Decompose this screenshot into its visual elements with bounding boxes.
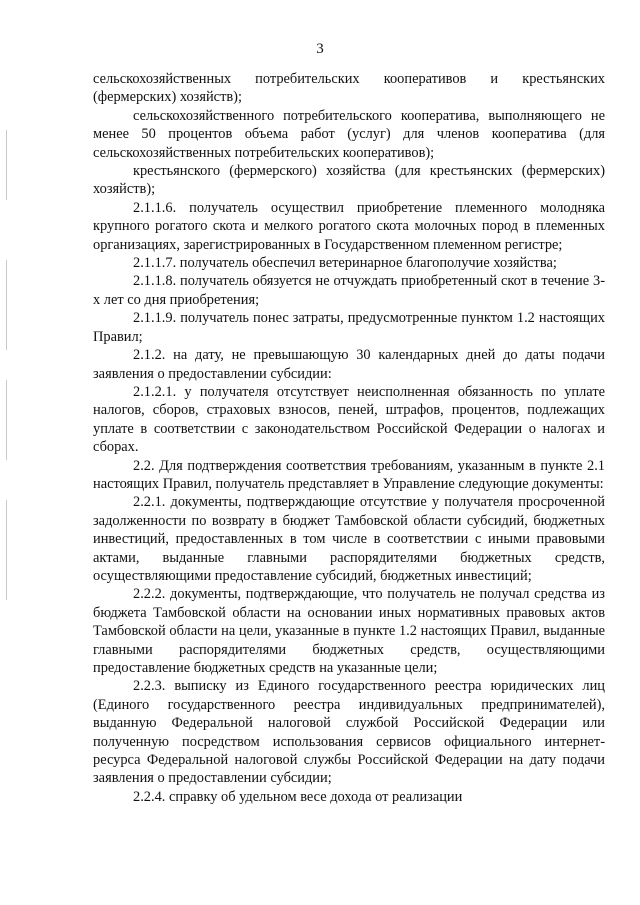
paragraph: крестьянского (фермерского) хозяйства (для крестьянских (фермерских) хозяйств);: [93, 163, 605, 198]
paragraph: 2.2. Для подтверждения соответствия требованиям, указанным в пункте 2.1 настоящих Правил, получатель представляет в Управление следующие документы:: [93, 457, 605, 492]
document-body: [93, 70, 605, 806]
scan-artifact: [6, 500, 7, 600]
paragraph: 2.2.1. документы, подтверждающие отсутствие у получателя просроченной задолженности по возврату в бюджет Тамбовской области субсидий, бюджетных инвестиций, предоставленных в том числе в соответствии с иными правовыми актами, выданные главными распорядителями бюджетных средств, осуществляющими предоставление субсидий, бюджетных инвестиций;: [93, 494, 605, 584]
paragraph: 2.1.1.9. получатель понес затраты, предусмотренные пунктом 1.2 настоящих Правил;: [93, 310, 605, 345]
paragraph: 2.2.4. справку об удельном весе дохода от реализации: [133, 788, 463, 805]
scan-artifact: [6, 130, 7, 200]
paragraph: сельскохозяйственного потребительского кооператива, выполняющего не менее 50 процентов объема работ (услуг) для членов кооператива (для сельскохозяйственных потребительских кооперативов);: [93, 107, 605, 161]
paragraph: 2.1.1.7. получатель обеспечил ветеринарное благополучие хозяйства;: [133, 255, 557, 272]
paragraph: 2.1.1.8. получатель обязуется не отчуждать приобретенный скот в течение 3-х лет со дня приобретения;: [93, 273, 605, 308]
paragraph: 2.2.3. выписку из Единого государственного реестра юридических лиц (Единого государственного реестра индивидуальных предпринимателей), выданную Федеральной налоговой службой Российской Федерации или полученную посредством использования сервисов официального интернет-ресурса Федеральной налоговой службы Российской Федерации на дату подачи заявления о предоставлении субсидии;: [93, 678, 605, 787]
scan-artifact: [6, 260, 7, 350]
paragraph: 2.1.2. на дату, не превышающую 30 календарных дней до даты подачи заявления о предоставлении субсидии:: [93, 347, 605, 382]
page-number: 3: [316, 41, 324, 57]
scan-artifact: [6, 380, 7, 460]
paragraph: сельскохозяйственных потребительских кооперативов и крестьянских (фермерских) хозяйств);: [93, 71, 605, 106]
paragraph: 2.1.2.1. у получателя отсутствует неисполненная обязанность по уплате налогов, сборов, страховых взносов, пеней, штрафов, процентов, подлежащих уплате в соответствии с законодательством Российской Федерации о налогах и сборах.: [93, 383, 605, 456]
paragraph: 2.2.2. документы, подтверждающие, что получатель не получал средства из бюджета Тамбовской области на основании иных нормативных правовых актов Тамбовской области на цели, указанные в пункте 1.2 настоящих Правил, выданные главными распорядителями бюджетных средств, осуществляющими предоставление бюджетных средств на указанные цели;: [93, 586, 605, 676]
paragraph: 2.1.1.6. получатель осуществил приобретение племенного молодняка крупного рогатого скота и мелкого рогатого скота молочных пород в племенных организациях, зарегистрированных в Государственном племенном регистре;: [93, 199, 605, 253]
